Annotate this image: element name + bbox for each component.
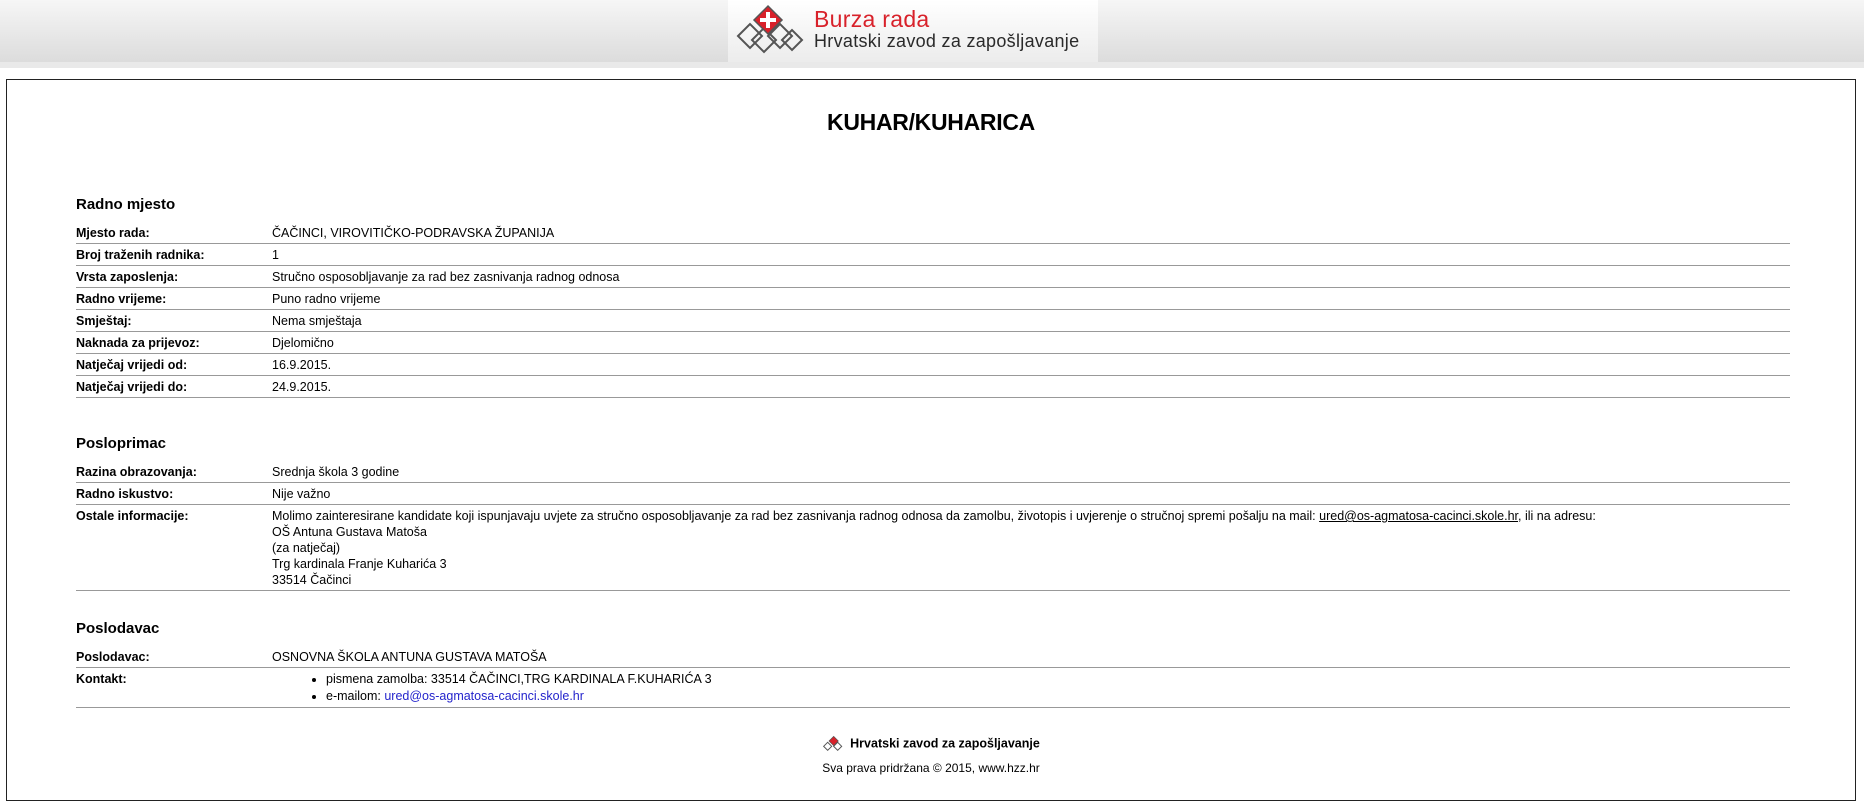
- row-value: Puno radno vrijeme: [272, 288, 1790, 310]
- row-label: Smještaj:: [76, 310, 272, 332]
- row-label: Vrsta zaposlenja:: [76, 266, 272, 288]
- row-value: Nema smještaja: [272, 310, 1790, 332]
- table-row: [76, 354, 1790, 376]
- row-label: Razina obrazovanja:: [76, 461, 272, 483]
- table-row: [76, 668, 1790, 708]
- footer-copyright: Sva prava pridržana © 2015, www.hzz.hr: [822, 761, 1040, 775]
- logo-title: Burza rada: [814, 6, 930, 32]
- table-row: [76, 646, 1790, 668]
- row-label: Naknada za prijevoz:: [76, 332, 272, 354]
- row-label: Radno iskustvo:: [76, 483, 272, 505]
- job-listing-panel: [6, 79, 1856, 801]
- row-value: ČAČINCI, VIROVITIČKO-PODRAVSKA ŽUPANIJA: [272, 222, 1790, 244]
- address-line: 33514 Čačinci: [272, 573, 352, 587]
- row-label: Ostale informacije:: [76, 505, 272, 591]
- section-title-posloprimac: Posloprimac: [76, 435, 167, 452]
- row-value: OSNOVNA ŠKOLA ANTUNA GUSTAVA MATOŠA: [272, 646, 1790, 668]
- row-label: Kontakt:: [76, 668, 272, 708]
- footer-brand: [7, 735, 1855, 753]
- ostale-text-before: Molimo zainteresirane kandidate koji ispunjavaju uvjete za stručno osposobljavanje za rad bez zasnivanja radnog odnosa da zamolbu, životopis i uvjerenje o stručnoj spremi pošalju na mail:: [272, 509, 1320, 523]
- ostale-text: [272, 508, 1790, 524]
- table-row: [76, 505, 1790, 591]
- row-value: 24.9.2015.: [272, 376, 1790, 398]
- table-row: [76, 266, 1790, 288]
- top-banner: [0, 0, 1864, 68]
- row-value: Djelomično: [272, 332, 1790, 354]
- row-value: Srednja škola 3 godine: [272, 461, 1790, 483]
- table-row: [76, 461, 1790, 483]
- contact-email-link[interactable]: ured@os-agmatosa-cacinci.skole.hr: [384, 689, 584, 703]
- address-line: OŠ Antuna Gustava Matoša: [272, 525, 427, 539]
- contact-email-prefix: e-mailom:: [326, 689, 385, 703]
- email-link[interactable]: ured@os-agmatosa-cacinci.skole.hr: [1319, 509, 1519, 523]
- list-item: [326, 688, 1790, 705]
- ostale-text-after: , ili na adresu:: [1518, 509, 1596, 523]
- row-label: Natječaj vrijedi do:: [76, 376, 272, 398]
- row-value: Stručno osposobljavanje za rad bez zasnivanja radnog odnosa: [272, 266, 1790, 288]
- address-line: (za natječaj): [272, 541, 341, 555]
- table-row: [76, 332, 1790, 354]
- table-row: [76, 222, 1790, 244]
- hzz-footer-logo-icon: [822, 735, 846, 753]
- table-row: [76, 288, 1790, 310]
- posloprimac-table: [76, 461, 1790, 591]
- radno-mjesto-table: [76, 222, 1790, 398]
- contact-list: [272, 671, 1790, 705]
- table-row: [76, 376, 1790, 398]
- row-label: Poslodavac:: [76, 646, 272, 668]
- row-value: 16.9.2015.: [272, 354, 1790, 376]
- address-line: Trg kardinala Franje Kuharića 3: [272, 557, 447, 571]
- row-label: Broj traženih radnika:: [76, 244, 272, 266]
- footer-brand-name: Hrvatski zavod za zapošljavanje: [850, 736, 1040, 751]
- table-row: [76, 483, 1790, 505]
- table-row: [76, 310, 1790, 332]
- row-label: Mjesto rada:: [76, 222, 272, 244]
- logo-subtitle: Hrvatski zavod za zapošljavanje: [814, 31, 1080, 51]
- row-label: Radno vrijeme:: [76, 288, 272, 310]
- row-label: Natječaj vrijedi od:: [76, 354, 272, 376]
- row-value: 1: [272, 244, 1790, 266]
- section-title-radno-mjesto: Radno mjesto: [76, 196, 176, 213]
- contact-list-cell: [272, 668, 1790, 708]
- job-title: KUHAR/KUHARICA: [827, 109, 1035, 135]
- list-item: • pismena zamolba: 33514 ČAČINCI,TRG KARDINALA F.KUHARIĆA 3: [326, 671, 1790, 688]
- table-row: [76, 244, 1790, 266]
- ostale-informacije: [272, 505, 1790, 591]
- hzz-logo-icon: [734, 2, 804, 56]
- site-logo[interactable]: [728, 0, 1098, 62]
- poslodavac-table: [76, 646, 1790, 708]
- section-title-poslodavac: Poslodavac: [76, 620, 160, 637]
- row-value: Nije važno: [272, 483, 1790, 505]
